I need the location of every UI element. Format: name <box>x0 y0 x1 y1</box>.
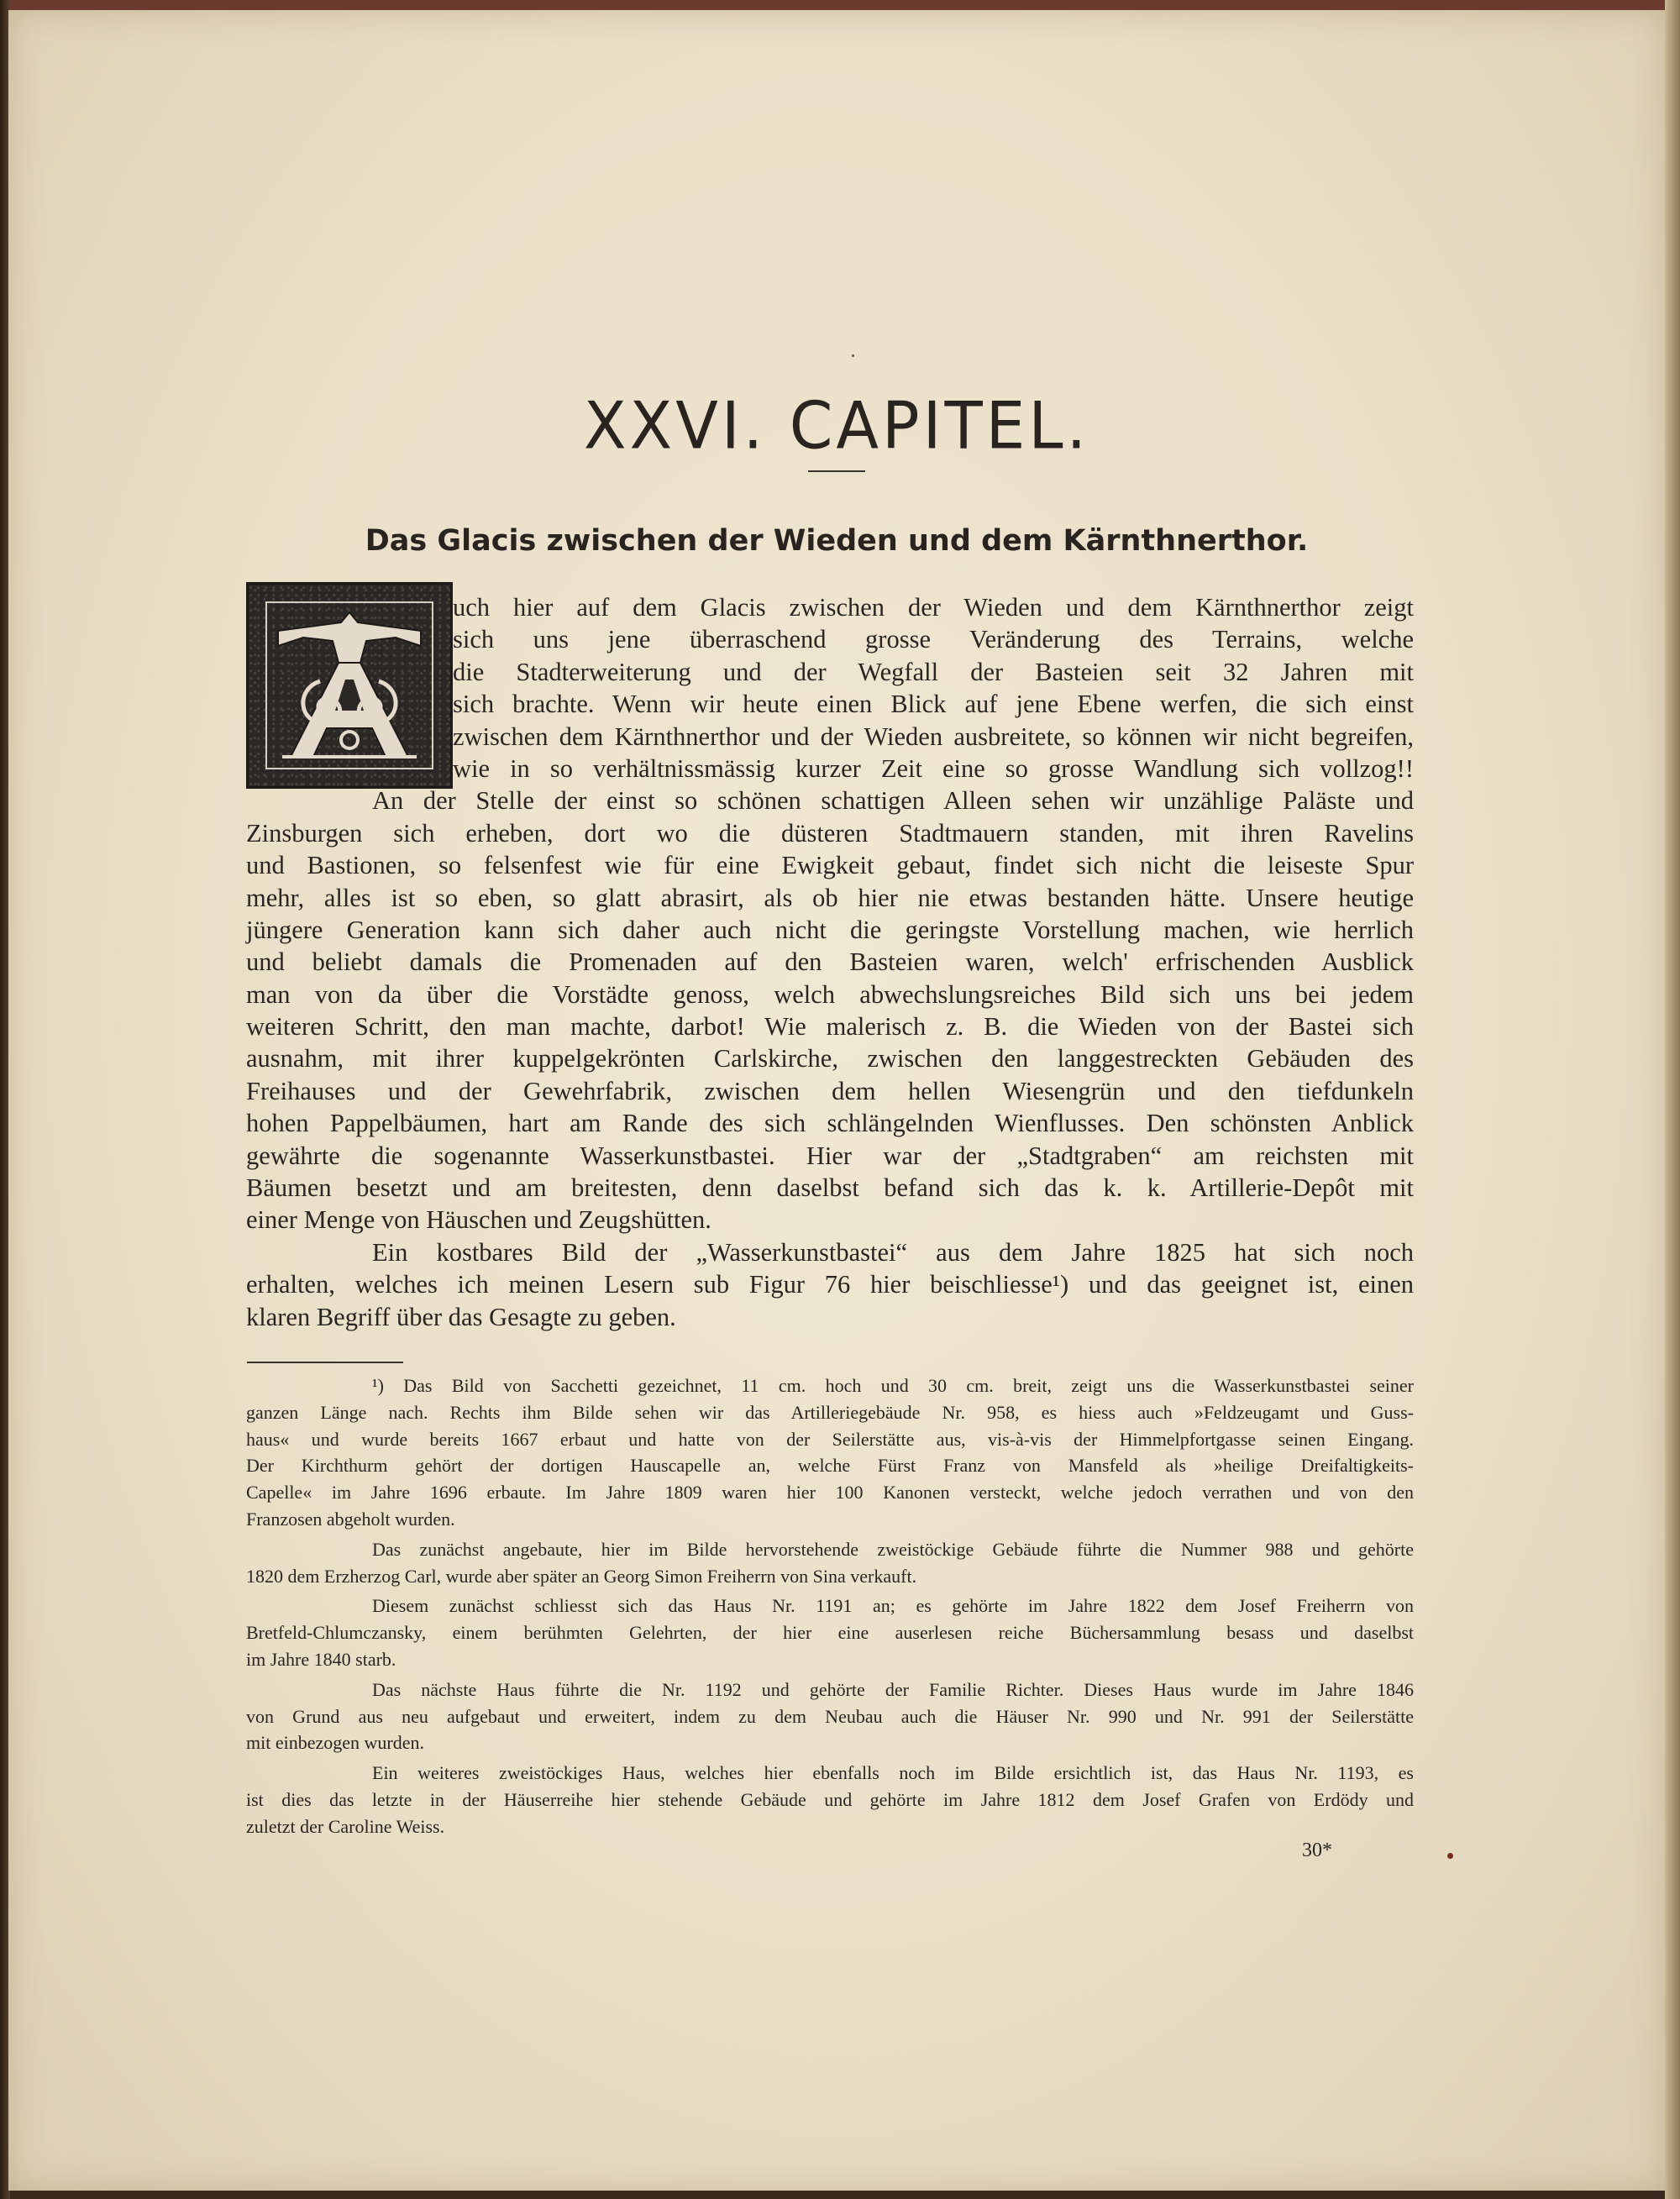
footnote-line: Der Kirchthurm gehört der dortigen Hauscapelle an, welche Fürst Franz von Mansfeld als »heilige Dreifaltigkeits- <box>246 1455 1414 1477</box>
footnote-line: Das nächste Haus führte die Nr. 1192 und gehörte der Familie Richter. Dieses Haus wurde im Jahre 1846 <box>372 1678 1414 1700</box>
page-stack-edge <box>1665 0 1680 2199</box>
body-line: die Stadterweiterung und der Wegfall der Basteien seit 32 Jahren mit <box>453 657 1414 686</box>
body-line: zwischen dem Kärnthnerthor und der Wieden ausbreitete, so können wir nicht begreifen, <box>453 722 1414 751</box>
footnote-line: im Jahre 1840 starb. <box>246 1648 396 1670</box>
footnote-line: Capelle« im Jahre 1696 erbaute. Im Jahre 1809 waren hier 100 Kanonen versteckt, welche jedoch verrathen und von den <box>246 1482 1414 1504</box>
body-line: man von da über die Vorstädte genoss, welch abwechslungsreiches Bild sich uns bei jedem <box>246 979 1414 1009</box>
footnote-line: von Grund aus neu aufgebaut und erweitert, indem zu dem Neubau auch die Häuser Nr. 990 und Nr. 991 der Seilerstätte <box>246 1705 1414 1727</box>
body-line: und Bastionen, so felsenfest wie für eine Ewigkeit gebaut, findet sich nicht die leiseste Spur <box>246 851 1414 880</box>
body-line: An der Stelle der einst so schönen schattigen Alleen sehen wir unzählige Paläste und <box>372 786 1414 816</box>
footnote-line: Bretfeld-Chlumczansky, einem berühmten Gelehrten, der hier eine auserlesen reiche Büchersammlung besass und daselbst <box>246 1622 1414 1644</box>
body-line: und beliebt damals die Promenaden auf den Basteien waren, welch' erfrischenden Ausblick <box>246 947 1414 977</box>
book-page <box>8 10 1665 2191</box>
footnote-line: Franzosen abgeholt wurden. <box>246 1508 455 1530</box>
book-top-edge <box>0 0 1680 10</box>
body-line: sich uns jene überraschend grosse Veränderung des Terrains, welche <box>453 625 1414 654</box>
body-line: sich brachte. Wenn wir heute einen Blick auf jene Ebene werfen, die sich einst <box>453 690 1414 719</box>
footnote-line: zuletzt der Caroline Weiss. <box>246 1815 445 1837</box>
body-line: erhalten, welches ich meinen Lesern sub Figur 76 hier beischliesse¹) und das geeignet ist, einen <box>246 1270 1414 1299</box>
body-line: Zinsburgen sich erheben, dort wo die düsteren Stadtmauern standen, mit ihren Ravelins <box>246 818 1414 848</box>
body-line: wie in so verhältnissmässig kurzer Zeit eine so grosse Wandlung sich vollzog!! <box>453 753 1414 783</box>
body-line: hohen Pappelbäumen, hart am Rande des sich schlängelnden Wienflusses. Den schönsten Anblick <box>246 1109 1414 1138</box>
page-number: 30* <box>1302 1839 1332 1861</box>
body-line: klaren Begriff über das Gesagte zu geben. <box>246 1302 676 1331</box>
footnote-rule <box>247 1362 403 1363</box>
body-line: weiteren Schritt, den man machte, darbot! Wie malerisch z. B. die Wieden von der Bastei sich <box>246 1012 1414 1042</box>
body-line: einer Menge von Häuschen und Zeugshütten. <box>246 1205 711 1235</box>
body-text <box>246 591 1414 1333</box>
footnote-line: mit einbezogen wurden. <box>246 1732 424 1754</box>
footnote-line: Diesem zunächst schliesst sich das Haus Nr. 1191 an; es gehörte im Jahre 1822 dem Josef Freiherrn von <box>372 1595 1414 1617</box>
footnote-line: ¹) Das Bild von Sacchetti gezeichnet, 11 cm. hoch und 30 cm. breit, zeigt uns die Wasserkunstbastei seiner <box>372 1375 1414 1396</box>
footnotes <box>246 1372 1414 1840</box>
body-line: Ein kostbares Bild der „Wasserkunstbastei“ aus dem Jahre 1825 hat sich noch <box>372 1237 1414 1267</box>
body-line: jüngere Generation kann sich daher auch nicht die geringste Vorstellung machen, wie herrlich <box>246 915 1414 944</box>
body-line: Bäumen besetzt und am breitesten, denn daselbst befand sich das k. k. Artillerie-Depôt mit <box>246 1173 1414 1203</box>
title-rule <box>808 470 865 472</box>
body-line: mehr, alles ist so eben, so glatt abrasirt, als ob hier nie etwas bestanden hätte. Unsere heutige <box>246 883 1414 912</box>
footnote-line: Das zunächst angebaute, hier im Bilde hervorstehende zweistöckige Gebäude führte die Nummer 988 und gehörte <box>372 1538 1414 1560</box>
print-speck <box>852 354 854 357</box>
footnote-line: haus« und wurde bereits 1667 erbaut und hatte von der Seilerstätte aus, vis-à-vis der Himmelpfortgasse seinen Eingang. <box>246 1428 1414 1450</box>
body-line: ausnahm, mit ihrer kuppelgekrönten Carlskirche, zwischen den langgestreckten Gebäuden des <box>246 1044 1414 1073</box>
ink-dot <box>1447 1853 1453 1859</box>
body-line: gewährte die sogenannte Wasserkunstbastei. Hier war der „Stadtgraben“ am reichsten mit <box>246 1141 1414 1170</box>
footnote-line: ist dies das letzte in der Häuserreihe hier stehende Gebäude und gehörte im Jahre 1812 dem Josef Grafen von Erdödy und <box>246 1788 1414 1810</box>
footnote-line: Ein weiteres zweistöckiges Haus, welches hier ebenfalls noch im Bilde ersichtlich ist, das Haus Nr. 1193, es <box>372 1762 1414 1784</box>
footnote-line: 1820 dem Erzherzog Carl, wurde aber später an Georg Simon Freiherrn von Sina verkauft. <box>246 1565 917 1587</box>
body-line: Freihauses und der Gewehrfabrik, zwischen dem hellen Wiesengrün und den tiefdunkeln <box>246 1076 1414 1105</box>
body-line: uch hier auf dem Glacis zwischen der Wieden und dem Kärnthnerthor zeigt <box>453 593 1414 622</box>
footnote-line: ganzen Länge nach. Rechts ihm Bilde sehen wir das Artilleriegebäude Nr. 958, es hiess auch »Feldzeugamt und Guss- <box>246 1401 1414 1423</box>
section-title: Das Glacis zwischen der Wieden und dem Kärnthnerthor. <box>365 524 1309 558</box>
chapter-title: XXVI. CAPITEL. <box>583 387 1090 464</box>
